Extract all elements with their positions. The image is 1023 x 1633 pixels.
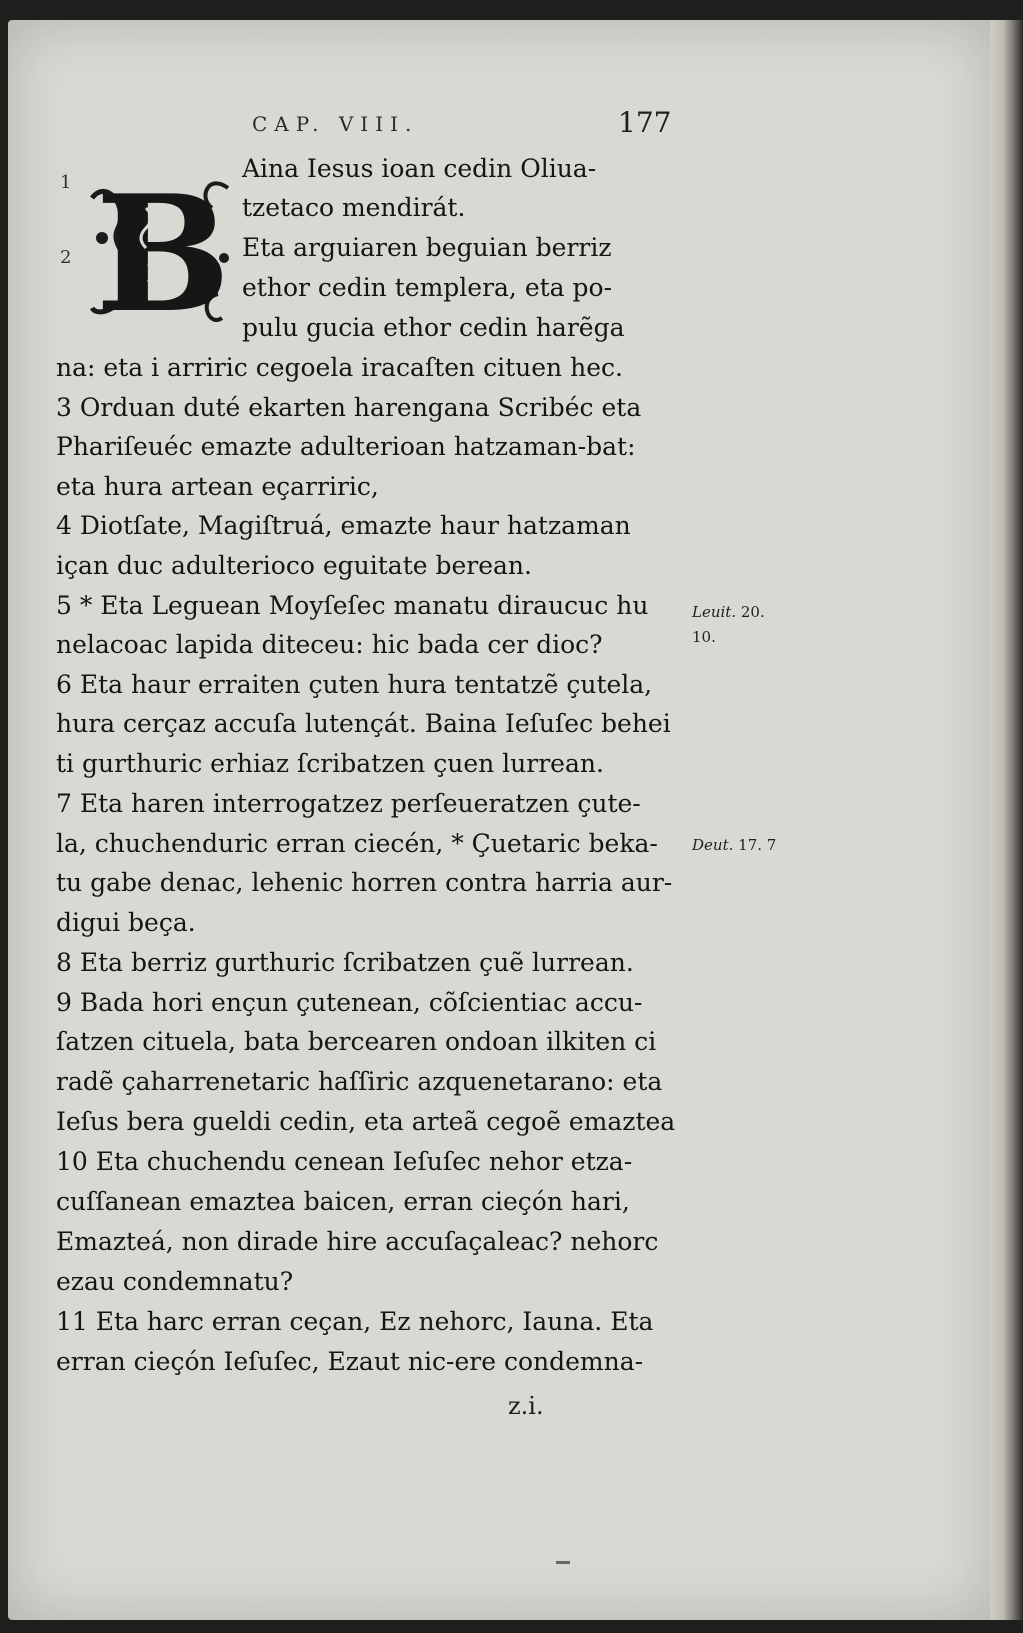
page-number: 177 xyxy=(618,106,672,139)
text-line: 3 Orduan duté ekarten harengana Scribéc eta xyxy=(56,393,642,422)
margin-note-leuit-cont xyxy=(692,628,716,646)
catchword: z.i. xyxy=(508,1392,544,1420)
book-spine xyxy=(990,20,1023,1620)
text-line: 10 Eta chuchendu cenean Ieſuſec nehor etza- xyxy=(56,1147,633,1176)
text-line: 9 Bada hori ençun çutenean, cõſcientiac accu- xyxy=(56,988,643,1017)
text-line: 5 * Eta Leguean Moyſeſec manatu diraucuc hu xyxy=(56,591,649,620)
text-line: ti gurthuric erhiaz ſcribatzen çuen lurrean. xyxy=(56,749,604,778)
verse-number-1: 1 xyxy=(60,172,72,193)
text-line: hura cerçaz accuſa lutençát. Baina Ieſuſec behei xyxy=(56,709,671,738)
text-line: ſatzen cituela, bata bercearen ondoan ilkiten ci xyxy=(56,1027,657,1056)
text-line: digui beça. xyxy=(56,908,196,937)
text-line: tzetaco mendirát. xyxy=(242,193,466,222)
drop-cap-letter: B xyxy=(95,168,231,328)
text-line: Aina Iesus ioan cedin Oliua- xyxy=(242,154,597,183)
margin-note-ref: 17. 7 xyxy=(738,836,777,854)
text-line: 8 Eta berriz gurthuric ſcribatzen çuẽ lurrean. xyxy=(56,948,634,977)
text-line: içan duc adulterioco eguitate berean. xyxy=(56,551,532,580)
margin-note-book: Leuit. xyxy=(692,603,737,621)
text-line: Emazteá, non dirade hire accuſaçaleac? nehorc xyxy=(56,1227,659,1256)
text-line: 6 Eta haur erraiten çuten hura tentatzẽ çutela, xyxy=(56,670,653,699)
text-line: 11 Eta harc erran ceçan, Ez nehorc, Iauna. Eta xyxy=(56,1307,654,1336)
text-line: radẽ çaharrenetaric haſſiric azquenetarano: eta xyxy=(56,1067,663,1096)
text-line: ethor cedin templera, eta po- xyxy=(242,273,613,302)
text-line: ezau condemnatu? xyxy=(56,1267,294,1296)
drop-cap-ornament-icon xyxy=(88,168,238,328)
text-line: erran cieçón Ieſuſec, Ezaut nic-ere condemna- xyxy=(56,1347,644,1376)
text-line: cuſſanean emaztea baicen, erran cieçón hari, xyxy=(56,1187,630,1216)
text-line: 7 Eta haren interrogatzez perſeueratzen çute- xyxy=(56,789,641,818)
text-line: tu gabe denac, lehenic horren contra harria aur- xyxy=(56,868,673,897)
margin-note-ref: 10. xyxy=(692,628,716,646)
text-line: nelacoac lapida diteceu: hic bada cer dioc? xyxy=(56,630,603,659)
text-line: pulu gucia ethor cedin harẽga xyxy=(242,313,625,342)
text-line: na: eta i arriric cegoela iracaſten cituen hec. xyxy=(56,353,623,382)
text-line: la, chuchenduric erran ciecén, * Çuetaric beka- xyxy=(56,829,658,858)
chapter-heading: CAP. VIII. xyxy=(252,112,419,136)
text-line: eta hura artean eçarriric, xyxy=(56,472,379,501)
running-header xyxy=(0,106,985,142)
ornamental-drop-cap xyxy=(88,168,238,328)
text-line: Ieſus bera gueldi cedin, eta arteã cegoẽ emaztea xyxy=(56,1107,676,1136)
margin-note-ref: 20. xyxy=(740,603,765,621)
page-smudge xyxy=(556,1561,570,1564)
margin-note-deut xyxy=(692,836,776,854)
text-line: Eta arguiaren beguian berriz xyxy=(242,233,612,262)
margin-note-book: Deut. xyxy=(692,836,734,854)
margin-note-leuit xyxy=(692,603,765,621)
verse-number-2: 2 xyxy=(60,247,72,268)
text-line: Phariſeuéc emazte adulterioan hatzaman-bat: xyxy=(56,432,636,461)
text-line: 4 Diotſate, Magiſtruá, emazte haur hatzaman xyxy=(56,511,631,540)
